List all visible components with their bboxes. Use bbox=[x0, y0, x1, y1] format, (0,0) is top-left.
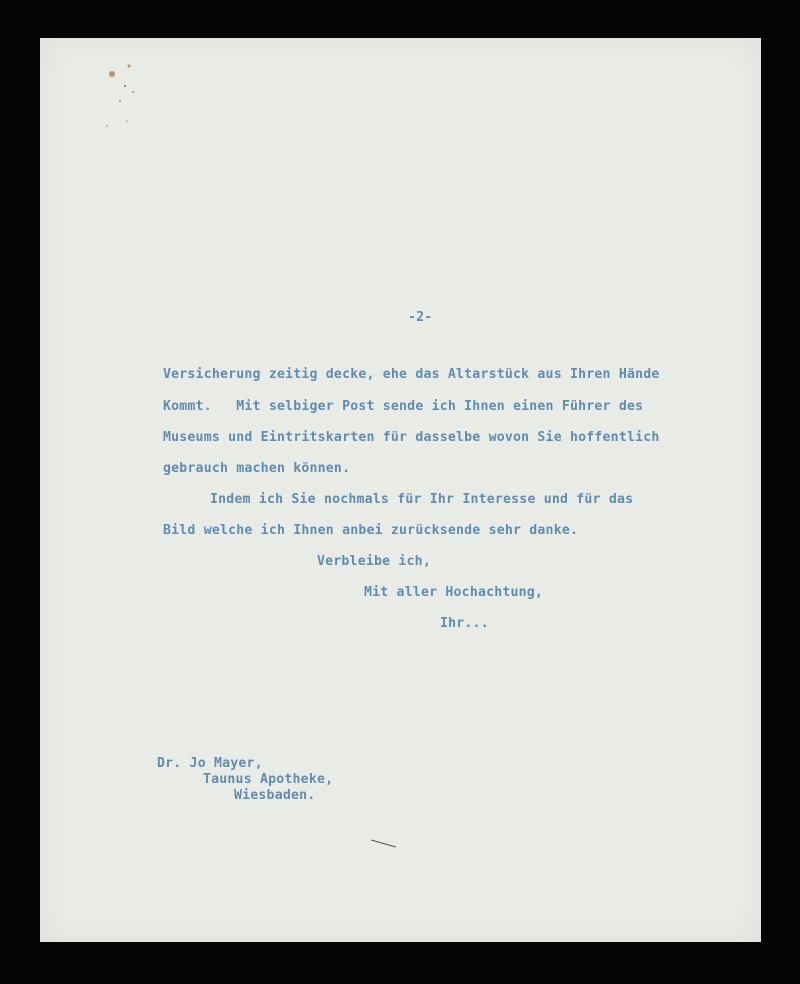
address-line-2: Taunus Apotheke, bbox=[203, 772, 334, 787]
page-number: -2- bbox=[408, 310, 433, 325]
closing-line-3: Ihr... bbox=[440, 616, 489, 631]
document-page bbox=[40, 38, 761, 942]
body-line-6: Bild welche ich Ihnen anbei zurücksende sehr danke. bbox=[163, 523, 579, 538]
pencil-mark bbox=[370, 838, 400, 850]
address-line-1: Dr. Jo Mayer, bbox=[157, 756, 263, 771]
closing-line-2: Mit aller Hochachtung, bbox=[364, 585, 544, 600]
body-line-3: Museums und Eintritskarten für dasselbe wovon Sie hoffentlich bbox=[163, 430, 660, 445]
body-line-4: gebrauch machen können. bbox=[163, 461, 351, 476]
rust-spots-stain bbox=[95, 56, 185, 146]
body-line-2: Kommt. Mit selbiger Post sende ich Ihnen einen Führer des bbox=[163, 399, 644, 414]
address-line-3: Wiesbaden. bbox=[234, 788, 316, 803]
body-line-5: Indem ich Sie nochmals für Ihr Interesse und für das bbox=[210, 492, 634, 507]
closing-line-1: Verbleibe ich, bbox=[317, 554, 431, 569]
body-line-1: Versicherung zeitig decke, ehe das Altarstück aus Ihren Hände bbox=[163, 367, 660, 382]
